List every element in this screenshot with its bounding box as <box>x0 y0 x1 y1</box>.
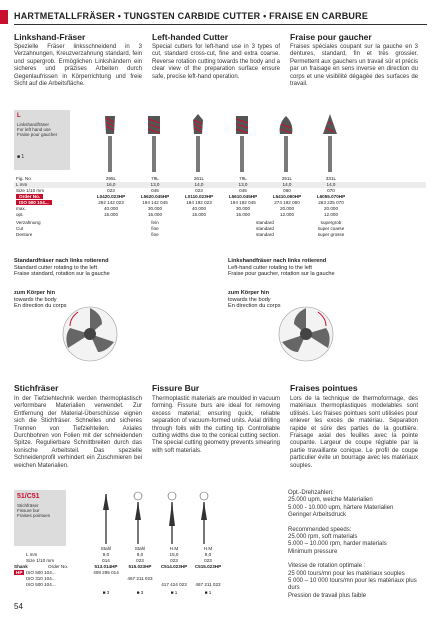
section-text-de: In der Tiefziehtechnik werden thermoplastisch verformbare Materialien verwendet. Zur Entfernung der Material-Überschüsse eignen sich die Stichfräser. Schnelles und sicheres Trennen von Tiefziehteilen. Axiales Durchbohren von Folien mit der schneidenden Spitze. Regulierbare Schnittbreiten durch das konische Arbeitsteil. Das spezielle Schneidenprofil verhindert ein Zuschmieren bei weichen Materialien. <box>14 396 142 469</box>
table-row: Stahl Stahl H.M H.M <box>100 546 213 551</box>
header-title: HARTMETALLFRÄSER • TUNGSTEN CARBIDE CUTTER • FRAISE EN CARBURE <box>14 11 369 21</box>
cutter-illustration <box>232 114 252 172</box>
table-row: max. 40.000 30.000 40.000 30.000 20.000 20.000 <box>16 206 339 211</box>
rotation-standard: Standardfräser nach links rotierend Standard cutter rotating to the left Fraise standard, rotation sur la gauche <box>14 258 110 278</box>
table-row: Shank Order No. 513.014HP 515.023HP C514.023HP C515.023HP <box>14 564 222 569</box>
col-title-de: Linkshand-Fräser <box>14 32 86 42</box>
fissure-bur-illustration <box>92 490 232 546</box>
product-label <box>14 110 70 170</box>
table-row: ISO 500 104... 292 142 023 194 142 045 194 192 023 194 192 045 274 192 060 263 225 070 <box>14 200 426 206</box>
col-text-en: Special cutters for left-hand use in 3 types of cut, standard cross-cut, fine and extra coarse. Reverse rotation cutting towards the body and a clear view of the preparation surface ensure safe, precise left-hand operation. <box>152 44 280 80</box>
cutter-illustration <box>100 114 120 172</box>
product-left-hand <box>14 110 426 250</box>
header-accent <box>0 10 8 24</box>
product-fissure-bur <box>14 490 286 595</box>
product-subtitle: Linkshandfräser For left hand use Fraise pour gaucher <box>17 122 58 138</box>
table-row: Cut fine standard super coarse <box>16 226 345 231</box>
product-code: 51/C51 <box>17 493 40 500</box>
col-title-en: Left-handed Cutter <box>152 32 229 42</box>
col-text-fr: Fraises spéciales coupant sur la gauche en 3 dentures, standard, fin et très grossier. Permettent aux gauchers un travail sûr et précis par un fraisage en sens inverse en direction du corps et une visibilité dégagée des surfaces de travail. <box>290 44 418 88</box>
table-row: ISO 310 104... 467 211 023 <box>26 576 153 581</box>
table-row: Order No. L0420.023HP L5620.045HP L0110.023HP L5610.045HP L5410.060HP L6055.070HP <box>14 194 426 200</box>
table-row: L mm 9,0 9,0 15,0 9,0 <box>26 552 212 557</box>
table-row: HP ISO 500 104... 408 295 014 <box>16 570 119 575</box>
cutter-illustration <box>144 114 164 172</box>
table-row: Verzahnung fein standard supergrob <box>16 220 342 225</box>
product-label <box>14 490 66 546</box>
table-row: Size 1/10 mm 023 045 023 045 060 070 <box>16 188 335 193</box>
section-text-en: Thermoplastic materials are moulded in vacuum forming. Fissure burs are ideal for removing excess material; ensuring quick, reliable separation of vacuum-formed units. Axial drilling through foils with the cutting tip. Controllable cutting widths due to the conical cutting section. The special cutting geometry prevents smearing with soft materials. <box>152 396 280 454</box>
direction-label-standard: zum Körper hin towards the body En direction du corps <box>14 290 67 310</box>
cutter-illustration <box>320 114 340 172</box>
cutter-cross-section-icon <box>60 304 120 364</box>
product-subtitle: Stichfräser Fissure bur Fraises pointues <box>17 503 51 519</box>
speed-recommendations: Opt.-Drehzahlen: 25.000 upm, weiche Materialien 5.000 - 10.000 upm, härtere Materialien Geringer Arbeitsdruck Recommended speeds: 25.000 rpm, soft materials 5.000 – 10.000 rpm, harder materials Minimum pressure Vitesse de rotation optimale : 25 000 tours/mn pour les matériaux souples 5 000 – 10 000 tours/mn pour les matériaux plus durs Pression de travail plus faible <box>288 490 417 599</box>
direction-label-left-hand: zum Körper hin towards the body En direction du corps <box>228 290 281 310</box>
table-row: L mm 16,0 13,0 14,0 13,0 14,0 14,0 <box>14 182 426 188</box>
col-text-de: Spezielle Fräser linksschneidend in 3 Verzahnungen, Kreuzverzahnung standard, fein und supergrob. Ermöglichen Linkshändern ein sicheres und präzises Arbeiten durch Gegenlaufrissen in Körperrichtung und freie Sicht auf die Arbeitsfläche. <box>14 44 142 88</box>
table-row: Size 1/10 mm 014 023 023 023 <box>26 558 212 563</box>
page-number: 54 <box>14 602 23 611</box>
cutter-illustration <box>188 114 208 172</box>
table-row: Fig. No 295L 79L 261L 79L 251L 331L <box>16 176 337 181</box>
page-header <box>0 8 439 26</box>
col-title-fr: Fraise pour gaucher <box>290 32 372 42</box>
header-rule <box>14 24 427 25</box>
rotation-left-hand: Linkshandfräser nach links rotierend Left-hand cutter rotating to the left Fraise pour gaucher, rotation sur la gauche <box>228 258 335 278</box>
section-text-fr: Lors de la technique de thermoformage, des matériaux thermoplastiques modelables sont utilisés. Les fraises pointues sont utilisées pour enlever les excès de matériau. Séparation rapide et sûre des parties de la gouttière. Fraisage axial des feuilles avec la pointe coupante. Largeur de coupe réglable par la partie travaillante conique. Le profil de coupe particulier évite un bourrage avec les matériaux souples. <box>290 396 418 469</box>
table-row: ■ 3 ■ 3 ■ 1 ■ 1 <box>102 590 212 595</box>
table-row: Denture fine standard super grosse <box>16 232 345 237</box>
section-title-en: Fissure Bur <box>152 383 200 393</box>
cutter-illustration <box>276 114 296 172</box>
pack-count: ■ 1 <box>17 154 25 160</box>
section-title-de: Stichfräser <box>14 383 59 393</box>
product-code: L <box>17 113 21 119</box>
cutter-cross-section-icon <box>276 304 336 364</box>
table-row: opt. 15.000 15.000 15.000 15.000 12.000 12.000 <box>16 212 339 217</box>
section-title-fr: Fraises pointues <box>290 383 358 393</box>
table-row: ISO 500 104... 417 424 023 467 211 023 <box>26 582 221 587</box>
